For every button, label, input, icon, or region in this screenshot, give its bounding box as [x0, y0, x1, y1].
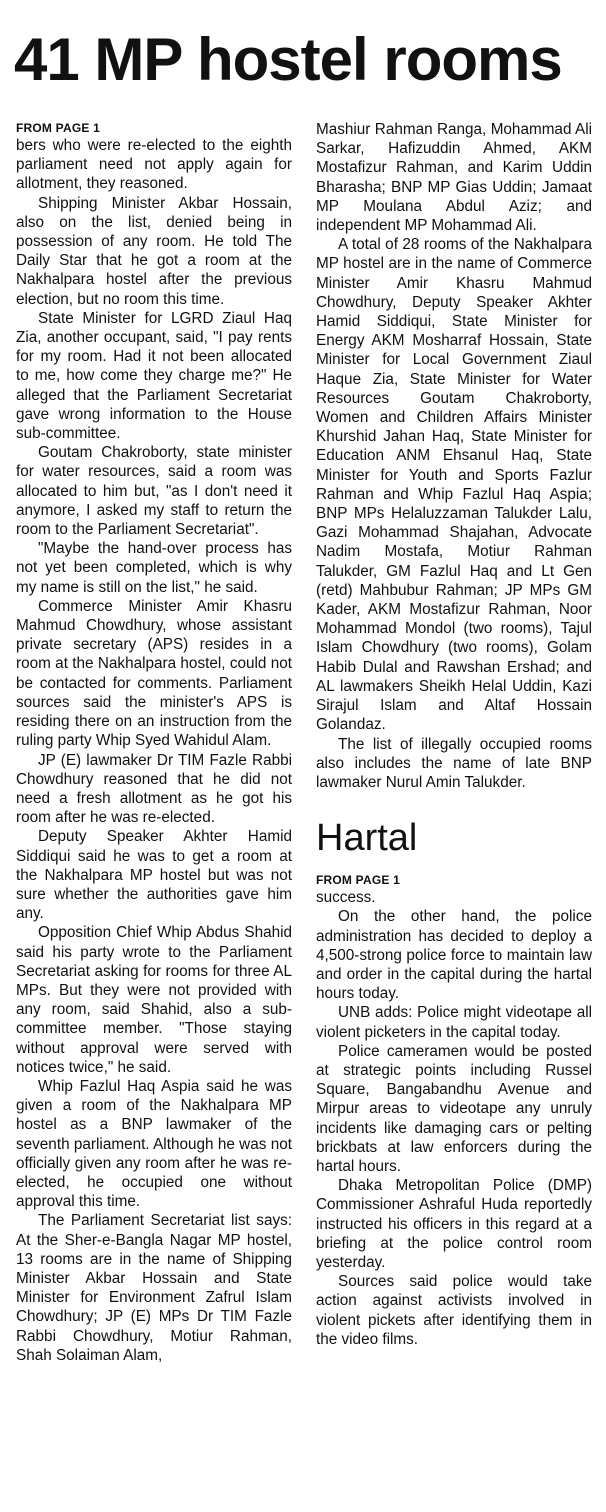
- paragraph: Goutam Chakroborty, state minister for water resources, said a room was allocated to him but, "as I don't need it anymore, I asked my staff to return the room to the Parliament Secretariat".: [16, 444, 292, 539]
- paragraph: Dhaka Metropolitan Police (DMP) Commissioner Ashraful Huda reportedly instructed his officers in this regard at a briefing at the police control room yesterday.: [316, 1177, 592, 1271]
- hartal-headline: Hartal: [316, 817, 418, 860]
- paragraph: Commerce Minister Amir Khasru Mahmud Chowdhury, whose assistant private secretary (APS) resides in a room at the Nakhalpara hostel, could not be contacted for comments. Parliament sources said the minister's APS is residing there on an instruction from the ruling party Whip Syed Wahidul Alam.: [16, 597, 292, 750]
- paragraph: The Parliament Secretariat list says: At the Sher-e-Bangla Nagar MP hostel, 13 rooms are in the name of Shipping Minister Akbar Hossain and State Minister for Environment Zafrul Islam Chowdhury; JP (E) MPs Dr TIM Fazle Rabbi Chowdhury, Motiur Rahman, Shah Solaiman Alam,: [16, 1212, 292, 1364]
- paragraph: Mashiur Rahman Ranga, Mohammad Ali Sarkar, Hafizuddin Ahmed, AKM Mostafizur Rahman, and Karim Uddin Bharasha; BNP MP Gias Uddin; Jamaat MP Moulana Abdul Aziz; and independent MP Mohammad Ali.: [316, 121, 592, 235]
- paragraph: Whip Fazlul Haq Aspia said he was given a room of the Nakhalpara MP hostel as a BNP lawmaker of the seventh parliament. Although he was not officially given any room after he was re-elected, he occupied one without approval this time.: [16, 1077, 292, 1211]
- left-column: [16, 120, 292, 1365]
- headline: 41 MP hostel rooms: [14, 26, 562, 93]
- paragraph: The list of illegally occupied rooms also includes the name of late BNP lawmaker Nurul Amin Talukder.: [316, 735, 592, 791]
- paragraph: On the other hand, the police administration has decided to deploy a 4,500-strong police force to maintain law and order in the capital during the hartal hours today.: [316, 908, 592, 1003]
- paragraph: State Minister for LGRD Ziaul Haq Zia, another occupant, said, "I pay rents for my room. Had it not been allocated to me, how come they charge me?" He alleged that the Parliament Secretariat gave wrong information to the House sub-committee.: [16, 309, 292, 443]
- paragraph: "Maybe the hand-over process has not yet been completed, which is why my name is still on the list," he said.: [16, 540, 292, 596]
- paragraph: JP (E) lawmaker Dr TIM Fazle Rabbi Chowdhury reasoned that he did not need a fresh allotment as he got his room after he was re-elected.: [16, 751, 292, 827]
- paragraph: Deputy Speaker Akhter Hamid Siddiqui said he was to get a room at the Nakhalpara MP hostel but was not sure whether the authorities gave him any.: [16, 828, 292, 923]
- paragraph: Police cameramen would be posted at strategic points including Russel Square, Bangabandhu Avenue and Mirpur areas to videotape any unruly incidents like damaging cars or pelting brickbats at law enforcers during the hartal hours.: [316, 1042, 592, 1175]
- article-kicker: FROM PAGE 1: [16, 121, 100, 135]
- right-column: [316, 120, 592, 1349]
- paragraph: Opposition Chief Whip Abdus Shahid said his party wrote to the Parliament Secretariat asking for rooms for three AL MPs. But they were not provided with any room, said Shahid, also a sub-committee member. "Those staying without approval were served with notices twice," he said.: [16, 924, 292, 1076]
- paragraph: Sources said police would take action against activists involved in violent pickets after identifying them in the video films.: [316, 1273, 592, 1348]
- paragraph: bers who were re-elected to the eighth parliament need not apply again for allotment, they reasoned.: [16, 137, 292, 193]
- paragraph: Shipping Minister Akbar Hossain, also on the list, denied being in possession of any room. He told The Daily Star that he got a room at the Nakhalpara hostel after the previous election, but no room this time.: [16, 194, 292, 308]
- paragraph: UNB adds: Police might videotape all violent picketers in the capital today.: [316, 1004, 592, 1041]
- paragraph: success.: [316, 889, 376, 907]
- paragraph: A total of 28 rooms of the Nakhalpara MP hostel are in the name of Commerce Minister Amir Khasru Mahmud Chowdhury, Deputy Speaker Akhter Hamid Siddiqui, State Minister for Energy AKM Mosharraf Hossain, State Minister for Local Government Ziaul Haque Zia, State Minister for Water Resources Goutam Chakroborty, Women and Children Affairs Minister Khurshid Jahan Haq, State Minister for Education ANM Ehsanul Haq, State Minister for Youth and Sports Fazlur Rahman and Whip Fazlul Haq Aspia; BNP MPs Helaluzzaman Talukder Lalu, Gazi Mohammad Shajahan, Advocate Nadim Mostafa, Motiur Rahman Talukder, GM Fazlul Haq and Lt Gen (retd) Mahbubur Rahman; JP MPs GM Kader, AKM Mostafizur Rahman, Noor Mohammad Mondol (two rooms), Tajul Islam Chowdhury (two rooms), Golam Habib Dulal and Rawshan Ershad; and AL lawmakers Sheikh Helal Uddin, Kazi Sirajul Islam and Altaf Hossain Golandaz.: [316, 236, 592, 734]
- hartal-kicker: FROM PAGE 1: [316, 873, 400, 888]
